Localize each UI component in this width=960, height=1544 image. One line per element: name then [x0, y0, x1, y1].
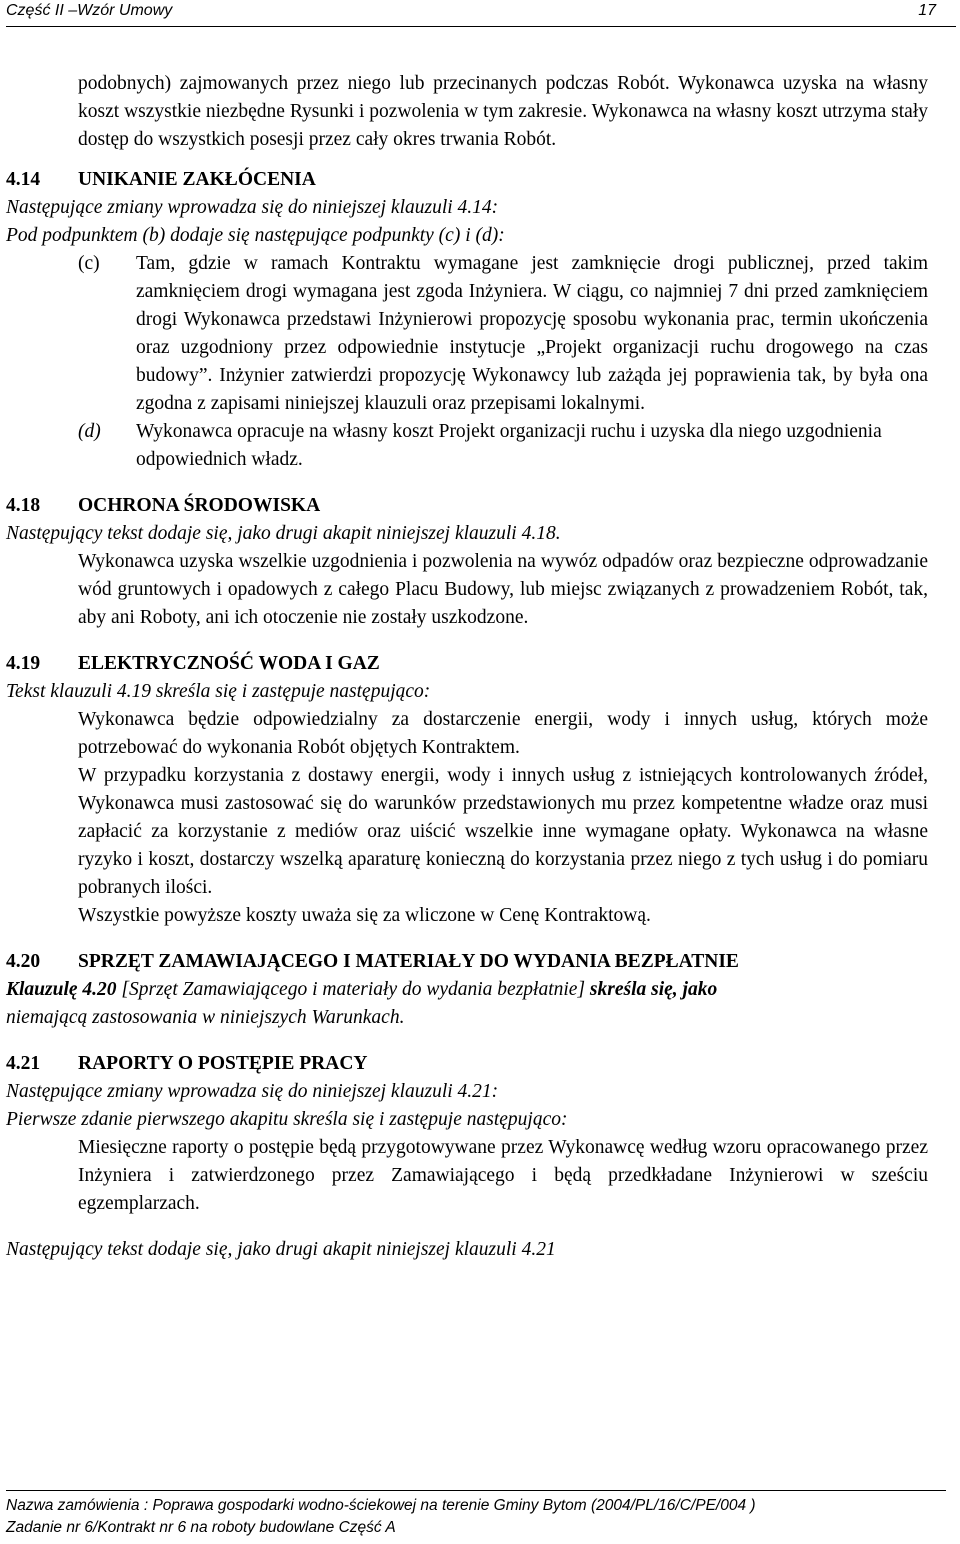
section-paragraph: Wszystkie powyższe koszty uważa się za wliczone w Cenę Kontraktową.: [78, 905, 651, 926]
document-body: [6, 70, 928, 1264]
section-4-21: [6, 1050, 928, 1264]
section-title: OCHRONA ŚRODOWISKA: [78, 495, 321, 516]
item-text: Wykonawca opracuje na własny koszt Projekt organizacji ruchu i uzyska dla niego uzgodnienia odpowiednich władz.: [136, 421, 882, 470]
item-label: (d): [78, 421, 101, 442]
section-title: RAPORTY O POSTĘPIE PRACY: [78, 1053, 368, 1074]
section-number: 4.20: [6, 951, 41, 972]
section-number: 4.19: [6, 653, 41, 674]
section-title: SPRZĘT ZAMAWIAJĄCEGO I MATERIAŁY DO WYDANIA BEZPŁATNIE: [78, 951, 739, 972]
footer-rule: [6, 1490, 946, 1491]
section-intro: Następujące zmiany wprowadza się do niniejszej klauzuli 4.21:: [6, 1081, 499, 1102]
section-subintro: Pod podpunktem (b) dodaje się następujące podpunkty (c) i (d):: [6, 225, 505, 246]
section-subintro: Pierwsze zdanie pierwszego akapitu skreśla się i zastępuje następująco:: [6, 1109, 568, 1130]
list-item-c: [6, 250, 928, 418]
header-rule: [6, 26, 956, 27]
item-label: (c): [78, 253, 100, 274]
section-4-19: [6, 650, 928, 930]
section-title: UNIKANIE ZAKŁÓCENIA: [78, 169, 316, 190]
section-paragraph: Wykonawca będzie odpowiedzialny za dostarczenie energii, wody i innych usług, których może potrzebować do wykonania Robót objętych Kontraktem.: [78, 709, 928, 758]
section-intro-cont: niemającą zastosowania w niniejszych Warunkach.: [6, 1007, 405, 1028]
section-intro: Tekst klauzuli 4.19 skreśla się i zastępuje następująco:: [6, 681, 431, 702]
section-paragraph: Wykonawca uzyska wszelkie uzgodnienia i pozwolenia na wywóz odpadów oraz bezpieczne odprowadzanie wód gruntowych i opadowych z całego Placu Budowy, lub miejsc związanych z prowadzeniem Robót, tak, aby ani Roboty, ani ich otoczenie nie zostały uszkodzone.: [78, 551, 928, 628]
section-number: 4.14: [6, 169, 41, 190]
section-4-18: [6, 492, 928, 632]
section-4-20: [6, 948, 928, 1032]
page-header: [6, 0, 956, 30]
header-title: Część II –Wzór Umowy: [6, 2, 173, 19]
clause-ref: Klauzulę 4.20: [6, 979, 117, 1000]
footer-line-2: Zadanie nr 6/Kontrakt nr 6 na roboty budowlane Część A: [6, 1519, 396, 1536]
section-intro: Następujące zmiany wprowadza się do niniejszej klauzuli 4.14:: [6, 197, 499, 218]
section-intro: [6, 976, 928, 1004]
section-note: Następujący tekst dodaje się, jako drugi akapit niniejszej klauzuli 4.21: [6, 1239, 556, 1260]
item-text: Tam, gdzie w ramach Kontraktu wymagane jest zamknięcie drogi publicznej, przed takim zamknięciem drogi wymagana jest zgoda Inżyniera. W ciągu, co najmniej 7 dni przed zamknięciem drogi Wykonawca przedstawi Inżynierowi propozycję sposobu wykonania prac, termin ukończenia oraz uzgodniony przez odpowiednie instytucje „Projekt organizacji ruchu drogowego na czas budowy”. Inżynier zatwierdzi propozycję Wykonawcy lub zażąda jej poprawienia tak, by była ona zgodna z zapisami niniejszej klauzuli oraz przepisami lokalnymi.: [136, 253, 928, 414]
page-number: 17: [918, 2, 936, 19]
section-title: ELEKTRYCZNOŚĆ WODA I GAZ: [78, 653, 380, 674]
page-footer: [6, 1490, 946, 1539]
footer-line-1: Nazwa zamówienia : Poprawa gospodarki wodno-ściekowej na terenie Gminy Bytom (2004/PL/16/C/PE/004 ): [6, 1497, 756, 1514]
section-number: 4.18: [6, 495, 41, 516]
intro-paragraph: podobnych) zajmowanych przez niego lub przecinanych podczas Robót. Wykonawca uzyska na własny koszt wszystkie niezbędne Rysunki i pozwolenia w tym zakresie. Wykonawca na własny koszt utrzyma stały dostęp do wszystkich posesji przez cały okres trwania Robót.: [78, 73, 928, 150]
section-number: 4.21: [6, 1053, 41, 1074]
clause-name: [Sprzęt Zamawiającego i materiały do wydania bezpłatnie]: [116, 979, 590, 1000]
list-item-d: [6, 418, 928, 474]
section-paragraph: W przypadku korzystania z dostawy energii, wody i innych usług z istniejących kontrolowanych źródeł, Wykonawca musi zastosować się do warunków przedstawionych mu przez kompetentne władze oraz musi zapłacić za korzystanie z mediów oraz uiścić wszelkie inne wymagane opłaty. Wykonawca na własne ryzyko i koszt, dostarczy wszelką aparaturę konieczną do korzystania przez niego z tych usług i do pomiaru pobranych ilości.: [78, 765, 928, 898]
clause-action: skreśla się, jako: [589, 979, 718, 1000]
section-intro: Następujący tekst dodaje się, jako drugi akapit niniejszej klauzuli 4.18.: [6, 523, 561, 544]
section-paragraph: Miesięczne raporty o postępie będą przygotowywane przez Wykonawcę według wzoru opracowanego przez Inżyniera i zatwierdzonego przez Zamawiającego i będą przedkładane Inżynierowi w sześciu egzemplarzach.: [78, 1137, 928, 1214]
section-4-14: [6, 166, 928, 474]
